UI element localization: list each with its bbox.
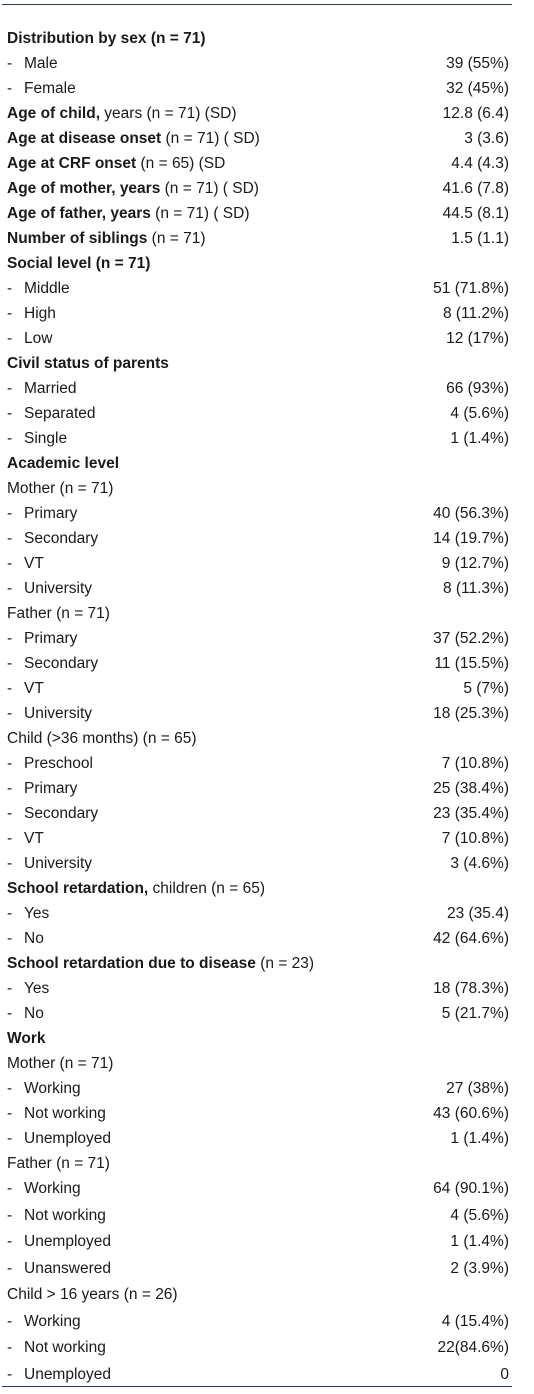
- row-label: [7, 1256, 111, 1283]
- row-item-text: Secondary: [24, 805, 99, 822]
- table-row: [0, 801, 534, 826]
- row-value: 1 (1.4%): [450, 1130, 509, 1147]
- table-row: [0, 1126, 534, 1151]
- table-row: [0, 451, 534, 476]
- row-label: [7, 526, 98, 551]
- row-label: [7, 401, 96, 426]
- row-subheading: Mother (n = 71): [7, 1055, 114, 1072]
- row-label: [7, 126, 260, 151]
- bullet-dash: -: [7, 80, 13, 97]
- row-value: 11 (15.5%): [434, 655, 509, 672]
- bullet-dash: -: [7, 680, 13, 697]
- bullet-dash: -: [7, 1130, 13, 1147]
- table-row: [0, 101, 534, 126]
- row-item-text: Unanswered: [24, 1259, 112, 1277]
- bullet-dash: -: [7, 1339, 13, 1356]
- table-row: [0, 1335, 534, 1362]
- row-item-text: Primary: [24, 630, 78, 647]
- bullet-dash: -: [7, 1180, 13, 1197]
- row-label: [7, 676, 44, 701]
- row-value: 1 (1.4%): [450, 430, 509, 447]
- row-label: [7, 301, 56, 326]
- table-row: [0, 626, 534, 651]
- row-value: 66 (93%): [446, 380, 509, 397]
- row-item-text: High: [24, 305, 56, 322]
- table-row: [0, 26, 534, 51]
- table-row: [0, 426, 534, 451]
- row-value: 3 (4.6%): [450, 855, 509, 872]
- table-row: [0, 1151, 534, 1176]
- row-label: [7, 751, 93, 776]
- table-row: [0, 201, 534, 226]
- row-item-text: VT: [24, 830, 44, 847]
- row-value: 18 (78.3%): [433, 980, 509, 997]
- row-label: [7, 626, 77, 651]
- table-row: [0, 351, 534, 376]
- row-item-text: University: [24, 855, 93, 872]
- row-label: [7, 501, 77, 526]
- bullet-dash: -: [7, 1105, 13, 1122]
- table-row: [0, 526, 534, 551]
- table-row: [0, 776, 534, 801]
- row-label: [7, 926, 44, 951]
- table-row: [0, 1309, 534, 1336]
- table-row: [0, 376, 534, 401]
- row-item-text: University: [24, 580, 93, 597]
- row-label: [7, 1001, 44, 1026]
- row-item-text: Preschool: [24, 755, 93, 772]
- row-item-text: Not working: [24, 1339, 106, 1356]
- table-row: [0, 676, 534, 701]
- bullet-dash: -: [7, 705, 13, 722]
- row-heading-bold: Social level (n = 71): [7, 255, 151, 272]
- table-bottom-rule: [2, 1386, 512, 1387]
- row-label: [7, 151, 225, 176]
- row-item-text: Yes: [24, 980, 50, 997]
- row-item-text: Primary: [24, 780, 78, 797]
- row-item-text: VT: [24, 680, 44, 697]
- row-value: 7 (10.8%): [441, 830, 509, 847]
- row-value: 44.5 (8.1): [442, 205, 509, 222]
- row-item-text: Primary: [24, 505, 78, 522]
- bullet-dash: -: [7, 555, 13, 572]
- row-item-text: Working: [24, 1180, 81, 1197]
- bullet-dash: -: [7, 505, 13, 522]
- row-value: 18 (25.3%): [433, 705, 509, 722]
- row-value: 43 (60.6%): [433, 1105, 509, 1122]
- row-value: 42 (64.6%): [433, 930, 509, 947]
- table-row: [0, 901, 534, 926]
- row-label: [7, 1282, 178, 1309]
- row-label: [7, 1309, 81, 1336]
- row-label: [7, 276, 70, 301]
- row-label: [7, 1051, 113, 1076]
- bullet-dash: -: [7, 855, 13, 872]
- row-subheading: Father (n = 71): [7, 605, 110, 622]
- row-label: [7, 1335, 106, 1362]
- bullet-dash: -: [7, 280, 13, 297]
- bullet-dash: -: [7, 755, 13, 772]
- row-value: 4.4 (4.3): [451, 155, 509, 172]
- row-item-text: Unemployed: [24, 1130, 112, 1147]
- table-row: [0, 76, 534, 101]
- row-label: [7, 976, 49, 1001]
- row-label: [7, 426, 67, 451]
- table-row: [0, 126, 534, 151]
- row-heading-detail: (n = 71): [147, 230, 206, 247]
- row-heading-detail: children (n = 65): [148, 880, 265, 897]
- row-label: [7, 551, 44, 576]
- row-value: 4 (5.6%): [450, 1206, 509, 1224]
- bullet-dash: -: [7, 830, 13, 847]
- table-row: [0, 151, 534, 176]
- row-label: [7, 101, 237, 126]
- row-subheading: Father (n = 71): [7, 1155, 110, 1172]
- table-row: [0, 1176, 534, 1203]
- bullet-dash: -: [7, 980, 13, 997]
- bullet-dash: -: [7, 1312, 13, 1330]
- table-row: [0, 1203, 534, 1230]
- table-row: [0, 1282, 534, 1309]
- table-row: [0, 826, 534, 851]
- row-value: 27 (38%): [446, 1080, 509, 1097]
- row-label: [7, 1101, 106, 1126]
- row-item-text: Unemployed: [24, 1233, 112, 1250]
- bullet-dash: -: [7, 305, 13, 322]
- row-item-text: Low: [24, 330, 53, 347]
- row-label: [7, 951, 314, 976]
- row-value: 23 (35.4%): [433, 805, 509, 822]
- bullet-dash: -: [7, 1080, 13, 1097]
- bullet-dash: -: [7, 780, 13, 797]
- row-label: [7, 801, 98, 826]
- row-label: [7, 876, 265, 901]
- row-value: 2 (3.9%): [450, 1259, 509, 1277]
- row-label: [7, 26, 206, 51]
- bullet-dash: -: [7, 330, 13, 347]
- row-label: [7, 351, 169, 376]
- row-value: 5 (7%): [463, 680, 509, 697]
- table-row: [0, 1051, 534, 1076]
- row-value: 8 (11.3%): [442, 580, 509, 597]
- table-row: [0, 851, 534, 876]
- row-value: 41.6 (7.8): [442, 180, 509, 197]
- row-value: 1 (1.4%): [450, 1233, 509, 1250]
- row-value: 32 (45%): [446, 80, 509, 97]
- row-label: [7, 76, 76, 101]
- row-value: 23 (35.4): [446, 905, 509, 922]
- row-value: 12.8 (6.4): [442, 105, 509, 122]
- row-label: [7, 476, 113, 501]
- row-value: 0: [500, 1365, 509, 1383]
- demographics-table: [0, 26, 534, 1388]
- row-value: 4 (5.6%): [450, 405, 509, 422]
- table-row: [0, 501, 534, 526]
- table-row: [0, 601, 534, 626]
- row-heading-bold: Age of mother, years: [7, 180, 161, 197]
- row-heading-bold: Distribution by sex: [7, 30, 147, 47]
- row-item-text: Secondary: [24, 530, 99, 547]
- table-row: [0, 476, 534, 501]
- table-row: [0, 226, 534, 251]
- row-label: [7, 1229, 111, 1256]
- row-value: 25 (38.4%): [433, 780, 509, 797]
- row-value: 3 (3.6): [464, 130, 509, 147]
- row-item-text: Single: [24, 430, 68, 447]
- row-value: 12 (17%): [446, 330, 509, 347]
- bullet-dash: -: [7, 1005, 13, 1022]
- bullet-dash: -: [7, 905, 13, 922]
- row-item-text: Working: [24, 1080, 81, 1097]
- table-row: [0, 976, 534, 1001]
- row-heading-bold: Age at CRF onset: [7, 155, 137, 172]
- row-label: [7, 1362, 111, 1389]
- row-label: [7, 176, 259, 201]
- table-row: [0, 251, 534, 276]
- row-value: 64 (90.1%): [433, 1180, 509, 1197]
- row-label: [7, 1151, 110, 1176]
- row-value: 4 (15.4%): [441, 1312, 509, 1330]
- table-row: [0, 751, 534, 776]
- row-heading-bold: Age at disease onset: [7, 130, 162, 147]
- row-subheading: Child > 16 years (n = 26): [7, 1286, 178, 1303]
- row-label: [7, 901, 49, 926]
- bullet-dash: -: [7, 55, 13, 72]
- row-item-text: Unemployed: [24, 1365, 112, 1383]
- row-heading-bold: School retardation,: [7, 880, 149, 897]
- row-label: [7, 1203, 106, 1230]
- row-item-text: Separated: [24, 405, 96, 422]
- row-heading-detail: (n = 71) ( SD): [160, 180, 259, 197]
- bullet-dash: -: [7, 1365, 13, 1383]
- row-label: [7, 576, 92, 601]
- table-row: [0, 1101, 534, 1126]
- row-item-text: Married: [24, 380, 77, 397]
- bullet-dash: -: [7, 1233, 13, 1250]
- table-row: [0, 651, 534, 676]
- row-label: [7, 826, 44, 851]
- row-subheading: Child (>36 months) (n = 65): [7, 730, 197, 747]
- row-heading-detail: (n = 23): [255, 955, 315, 972]
- row-heading-bold: Age of child,: [7, 105, 100, 122]
- row-item-text: No: [24, 930, 44, 947]
- bullet-dash: -: [7, 1259, 13, 1277]
- row-item-text: Not working: [24, 1105, 106, 1122]
- table-row: [0, 951, 534, 976]
- table-row: [0, 401, 534, 426]
- row-heading-detail: (n = 71) ( SD): [150, 205, 250, 222]
- table-row: [0, 301, 534, 326]
- row-label: [7, 726, 197, 751]
- row-label: [7, 1026, 45, 1051]
- bullet-dash: -: [7, 405, 13, 422]
- table-row: [0, 51, 534, 76]
- row-value: 22(84.6%): [437, 1339, 509, 1356]
- table-row: [0, 176, 534, 201]
- bullet-dash: -: [7, 805, 13, 822]
- row-item-text: Male: [24, 55, 58, 72]
- row-subheading: Mother (n = 71): [7, 480, 114, 497]
- table-row: [0, 1001, 534, 1026]
- bullet-dash: -: [7, 530, 13, 547]
- table-row: [0, 1026, 534, 1051]
- row-heading-detail: years (n = 71) (SD): [100, 105, 237, 122]
- table-row: [0, 1256, 534, 1283]
- row-heading-bold: Age of father, years: [7, 205, 151, 222]
- table-row: [0, 1076, 534, 1101]
- row-label: [7, 51, 58, 76]
- table-row: [0, 576, 534, 601]
- row-label: [7, 1176, 81, 1203]
- row-label: [7, 201, 249, 226]
- row-label: [7, 1076, 81, 1101]
- table-row: [0, 926, 534, 951]
- row-label: [7, 776, 77, 801]
- bullet-dash: -: [7, 1206, 13, 1224]
- row-item-text: No: [24, 1005, 44, 1022]
- row-value: 7 (10.8%): [441, 755, 509, 772]
- bullet-dash: -: [7, 430, 13, 447]
- row-item-text: Female: [24, 80, 76, 97]
- row-item-text: Not working: [24, 1206, 106, 1224]
- table-row: [0, 876, 534, 901]
- row-value: 5 (21.7%): [441, 1005, 509, 1022]
- row-value: 1.5 (1.1): [451, 230, 509, 247]
- table-top-rule: [2, 4, 512, 5]
- row-heading-bold: Work: [7, 1030, 46, 1047]
- row-value: 8 (11.2%): [442, 305, 509, 322]
- bullet-dash: -: [7, 930, 13, 947]
- row-item-text: Secondary: [24, 655, 99, 672]
- table-row: [0, 726, 534, 751]
- row-heading-bold: Civil status of parents: [7, 355, 169, 372]
- row-value: 14 (19.7%): [433, 530, 509, 547]
- row-heading-bold: Number of siblings: [7, 230, 148, 247]
- row-label: [7, 1126, 111, 1151]
- row-value: 39 (55%): [446, 55, 509, 72]
- row-heading-bold: School retardation due to disease: [7, 955, 256, 972]
- row-heading-bold: Academic level: [7, 455, 120, 472]
- bullet-dash: -: [7, 630, 13, 647]
- bullet-dash: -: [7, 655, 13, 672]
- row-label: [7, 451, 119, 476]
- row-value: 37 (52.2%): [433, 630, 509, 647]
- row-label: [7, 701, 92, 726]
- table-row: [0, 326, 534, 351]
- table-row: [0, 1229, 534, 1256]
- row-value: 51 (71.8%): [433, 280, 509, 297]
- table-row: [0, 1362, 534, 1389]
- row-label: [7, 251, 150, 276]
- row-item-text: University: [24, 705, 93, 722]
- row-label: [7, 651, 98, 676]
- row-item-text: Middle: [24, 280, 70, 297]
- row-heading-detail: (n = 71): [146, 30, 206, 47]
- row-item-text: VT: [24, 555, 44, 572]
- row-heading-detail: (n = 65) (SD: [136, 155, 226, 172]
- bullet-dash: -: [7, 380, 13, 397]
- row-label: [7, 226, 206, 251]
- row-heading-detail: (n = 71) ( SD): [161, 130, 260, 147]
- table-row: [0, 551, 534, 576]
- bullet-dash: -: [7, 580, 13, 597]
- row-value: 9 (12.7%): [441, 555, 509, 572]
- row-item-text: Working: [24, 1312, 81, 1330]
- row-label: [7, 601, 110, 626]
- table-row: [0, 701, 534, 726]
- row-label: [7, 851, 92, 876]
- table-row: [0, 276, 534, 301]
- row-value: 40 (56.3%): [433, 505, 509, 522]
- row-label: [7, 376, 77, 401]
- row-label: [7, 326, 52, 351]
- row-item-text: Yes: [24, 905, 50, 922]
